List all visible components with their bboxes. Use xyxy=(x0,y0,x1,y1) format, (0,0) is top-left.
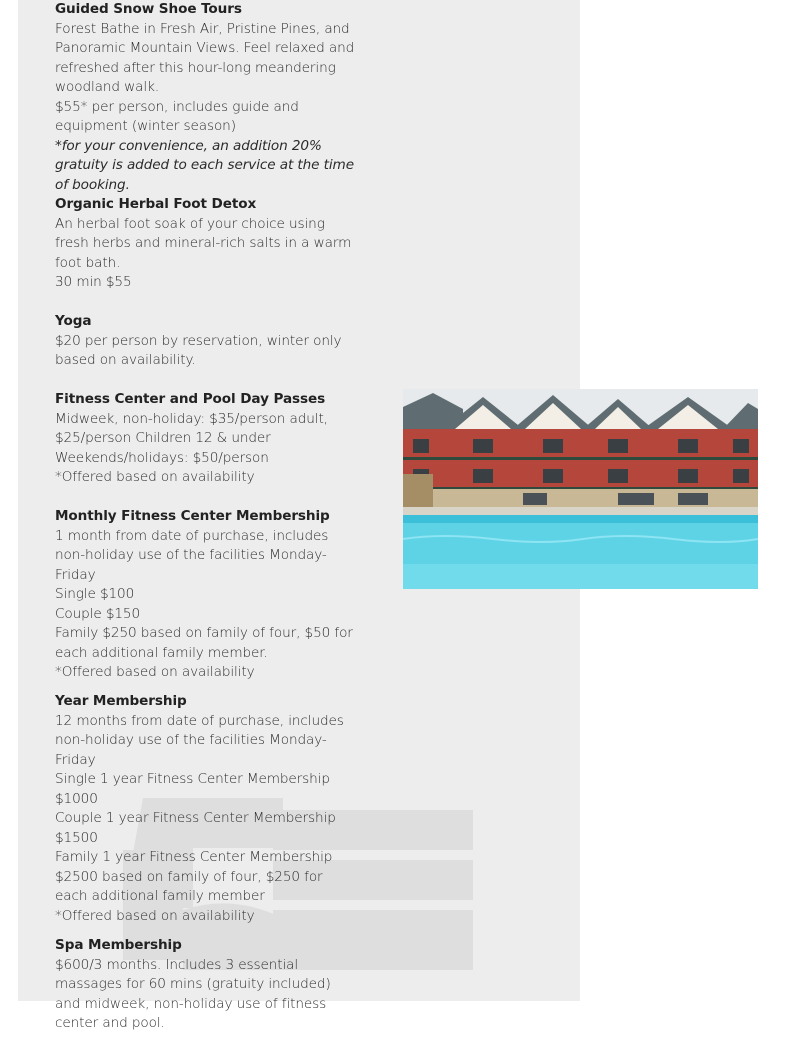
service-line: Family $250 based on family of four, $50 for each additional family member. xyxy=(55,625,353,661)
pool-illustration xyxy=(403,389,758,589)
service-snowshoe xyxy=(55,0,355,137)
service-line: Couple 1 year Fitness Center Membership $1500 xyxy=(55,810,336,846)
service-title: Organic Herbal Foot Detox xyxy=(55,196,257,212)
resort-pool-photo xyxy=(403,389,758,589)
service-line: *Offered based on availability xyxy=(55,907,255,924)
service-day-passes xyxy=(55,390,355,488)
service-line: Single $100 xyxy=(55,586,135,602)
gratuity-note: *for your convenience, an addition 20% gratuity is added to each service at the time of booking. xyxy=(55,137,354,193)
service-line: Weekends/holidays: $50/person xyxy=(55,449,269,466)
service-title: Yoga xyxy=(55,313,92,329)
service-title: Year Membership xyxy=(55,693,187,709)
service-foot-detox xyxy=(55,195,355,293)
service-description: $20 per person by reservation, winter only based on availability. xyxy=(55,332,342,368)
service-line: $600/3 months. Includes 3 essential massages for 60 mins (gratuity included) and midweek, non-holiday use of fitness center and pool. xyxy=(55,956,331,1031)
service-description: An herbal foot soak of your choice using fresh herbs and mineral-rich salts in a warm foot bath. xyxy=(55,215,352,271)
service-title: Monthly Fitness Center Membership xyxy=(55,508,330,524)
service-title: Fitness Center and Pool Day Passes xyxy=(55,391,326,407)
service-spa-membership xyxy=(55,936,355,1034)
service-price: $55* per person, includes guide and equipment (winter season) xyxy=(55,98,299,134)
service-line: 12 months from date of purchase, includes non-holiday use of the facilities Monday-Friday xyxy=(55,712,344,768)
service-line: Family 1 year Fitness Center Membership $2500 based on family of four, $250 for each additional family member xyxy=(55,849,333,904)
service-price: 30 min $55 xyxy=(55,274,132,290)
service-yoga xyxy=(55,312,355,371)
service-monthly-membership xyxy=(55,507,355,683)
service-title: Guided Snow Shoe Tours xyxy=(55,1,242,17)
service-year-membership xyxy=(55,692,355,926)
services-list xyxy=(55,0,355,1053)
service-line: 1 month from date of purchase, includes non-holiday use of the facilities Monday-Friday xyxy=(55,527,329,583)
service-line: *Offered based on availability xyxy=(55,469,255,485)
service-line: Couple $150 xyxy=(55,605,141,622)
service-line: Single 1 year Fitness Center Membership $1000 xyxy=(55,771,330,807)
service-line: Midweek, non-holiday: $35/person adult, $25/person Children 12 & under xyxy=(55,410,328,446)
service-description: Forest Bathe in Fresh Air, Pristine Pines, and Panoramic Mountain Views. Feel relaxed and refreshed after this hour-long meandering woodland walk. xyxy=(55,20,355,95)
service-line: *Offered based on availability xyxy=(55,664,255,680)
service-title: Spa Membership xyxy=(55,937,182,953)
